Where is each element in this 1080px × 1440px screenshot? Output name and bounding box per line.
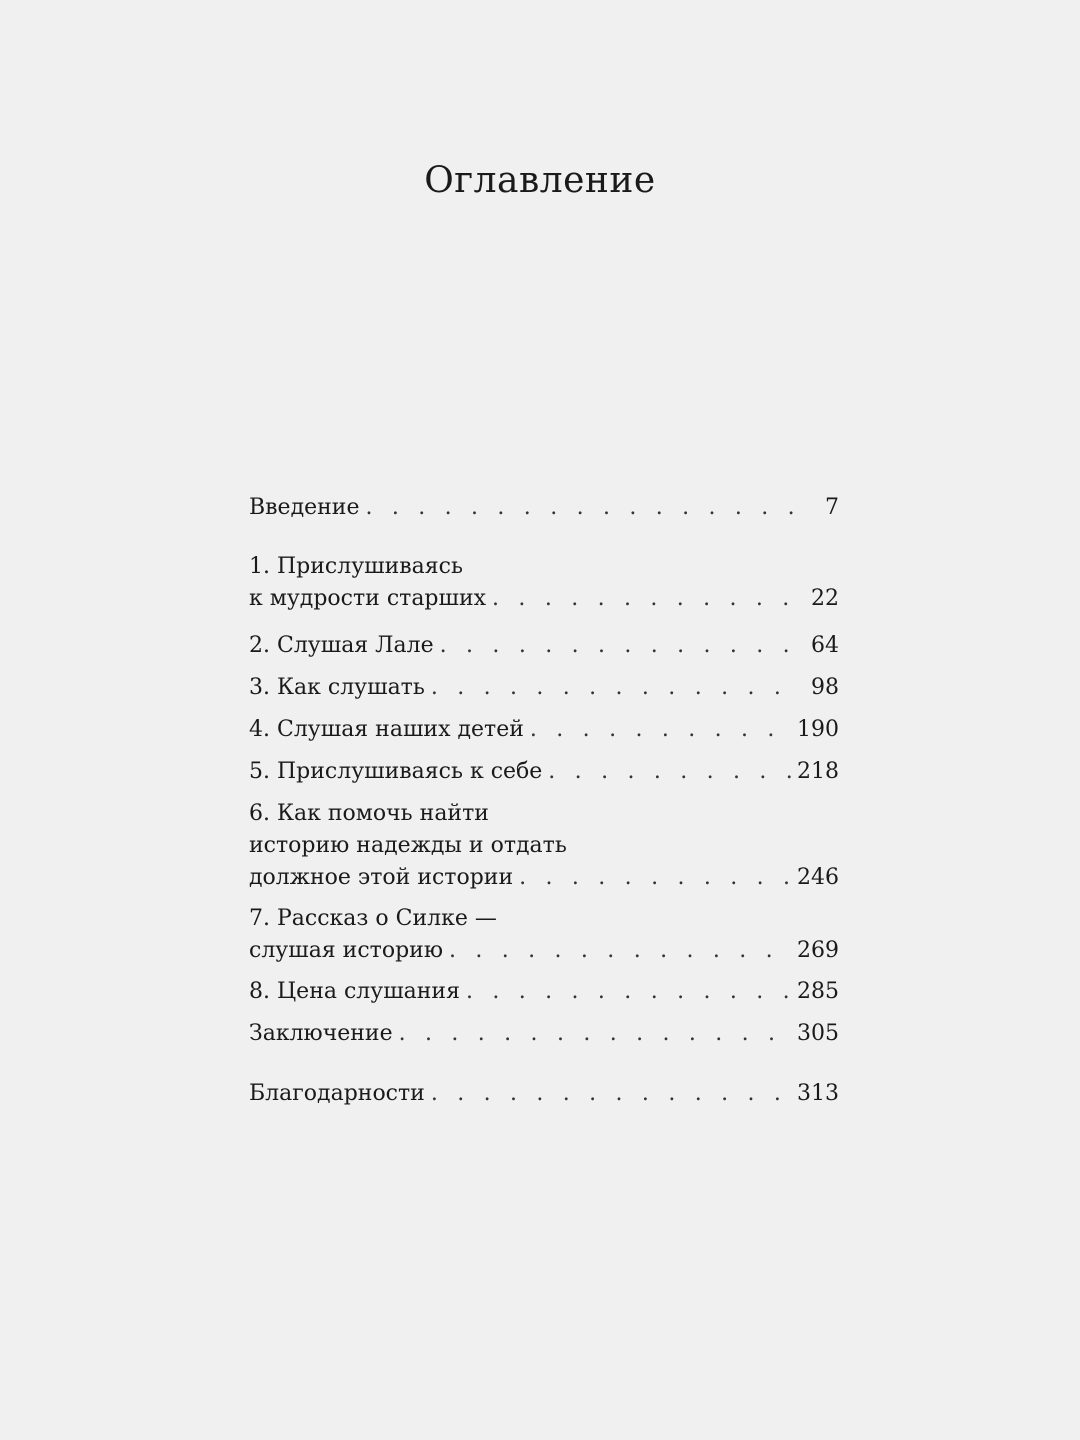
dot-leader: [519, 862, 793, 894]
dot-leader: [530, 714, 793, 746]
toc-entry-chapter-4[interactable]: [249, 714, 839, 746]
toc-entry-chapter-1[interactable]: [249, 551, 839, 615]
toc-entry-conclusion[interactable]: [249, 1018, 839, 1050]
dot-leader: [431, 672, 799, 704]
toc-page-number: 190: [797, 717, 839, 742]
toc-entry-title: Благодарности: [249, 1081, 425, 1106]
dot-leader: [431, 1078, 793, 1110]
toc-page-number: 305: [797, 1021, 839, 1046]
toc-entry-title: слушая историю: [249, 938, 443, 963]
toc-entry-title-line: 1. Прислушиваясь: [249, 554, 463, 579]
toc-entry-title: Заключение: [249, 1021, 393, 1046]
toc-entry-chapter-8[interactable]: [249, 976, 839, 1008]
toc-entry-title: 4. Слушая наших детей: [249, 717, 524, 742]
toc-page-number: 64: [811, 633, 839, 658]
dot-leader: [399, 1018, 793, 1050]
dot-leader: [449, 935, 793, 967]
toc-entry-title-line: 7. Рассказ о Силке —: [249, 906, 497, 931]
toc-page-number: 7: [825, 495, 839, 520]
toc-page-number: 22: [811, 586, 839, 611]
dot-leader: [548, 756, 793, 788]
dot-leader: [440, 630, 799, 662]
toc-entry-title-line: историю надежды и отдать: [249, 833, 567, 858]
toc-page-number: 269: [797, 938, 839, 963]
toc-entry-chapter-2[interactable]: [249, 630, 839, 662]
toc-page-number: 218: [797, 759, 839, 784]
toc-entry-title: 8. Цена слушания: [249, 979, 460, 1004]
toc-entry-chapter-3[interactable]: [249, 672, 839, 704]
dot-leader: [492, 583, 799, 615]
toc-entry-introduction[interactable]: [249, 492, 839, 524]
toc-entry-title: к мудрости старших: [249, 586, 487, 611]
toc-entry-chapter-6[interactable]: [249, 798, 839, 894]
toc-entry-title-line: 6. Как помочь найти: [249, 801, 489, 826]
toc-entry-title: 5. Прислушиваясь к себе: [249, 759, 543, 784]
toc-page-number: 98: [811, 675, 839, 700]
toc-entry-title: 3. Как слушать: [249, 675, 425, 700]
toc-page-number: 313: [797, 1081, 839, 1106]
toc-entry-chapter-7[interactable]: [249, 903, 839, 967]
toc-entry-title: 2. Слушая Лале: [249, 633, 434, 658]
toc-entry-title: Введение: [249, 495, 360, 520]
toc-page-number: 246: [797, 865, 839, 890]
dot-leader: [365, 492, 799, 524]
toc-entry-acknowledgements[interactable]: [249, 1078, 839, 1110]
toc-entry-chapter-5[interactable]: [249, 756, 839, 788]
toc-entry-title: должное этой истории: [249, 865, 514, 890]
dot-leader: [466, 976, 793, 1008]
toc-page-number: 285: [797, 979, 839, 1004]
page-title: Оглавление: [424, 160, 656, 201]
